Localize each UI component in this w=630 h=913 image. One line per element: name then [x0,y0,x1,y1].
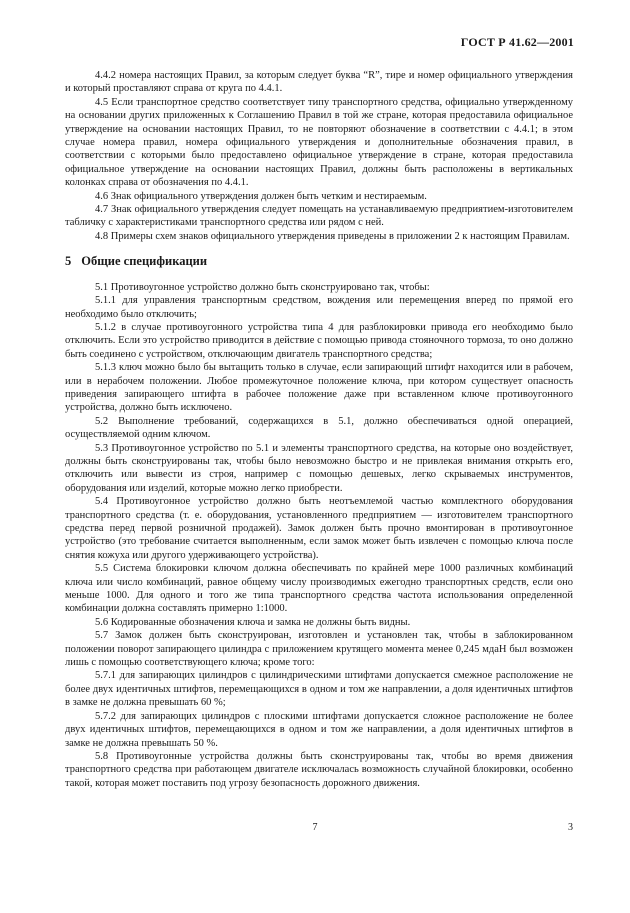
paragraph-5-3: 5.3 Противоугонное устройство по 5.1 и элементы транспортного средства, на которые оно воздействует, должны быть сконструированы так, чтобы было невозможно быстро и не привлекая внимания открыть его, отключить или вывести из строя, например с помощью дешевых, легко скрываемых инструментов, оборудования или изделий, которые можно легко приобрести. [65,442,573,494]
paragraph-4-4-2: 4.4.2 номера настоящих Правил, за которым следует буква “R”, тире и номер официального утверждения и который проставляют справа от круга по 4.4.1. [65,70,573,95]
paragraph-5-2: 5.2 Выполнение требований, содержащихся в 5.1, должно обеспечиваться одной операцией, осуществляемой одним ключом. [65,415,573,441]
paragraph-5-1: 5.1 Противоугонное устройство должно быть сконструировано так, чтобы: [95,281,430,293]
paragraph-5-7: 5.7 Замок должен быть сконструирован, изготовлен и установлен так, чтобы в заблокированном положении поворот запирающего цилиндра с приложением крутящего момента менее 0,245 мдаН был возможен лишь с помощью соответствующего ключа; кроме того: [65,630,573,669]
paragraph-5-7-2: 5.7.2 для запирающих цилиндров с плоскими штифтами допускается сложное расположение не более двух идентичных штифтов, перемещающихся в одном и том же направлении, а доля идентичных штифтов в замке не должна превышать 50 %. [65,710,573,749]
paragraph-4-5: 4.5 Если транспортное средство соответствует типу транспортного средства, официально утвержденному на основании других приложенных к Соглашению Правил в той же стране, которая предоставила официальное утверждение на основании настоящих Правил, то не повторяют обозначение в соответствии с 4.4.1; в этом случае номера правил, номера официального утверждения и дополнительные обозначения правил, в соответствии с которыми было предоставлено официальное утверждение в стране, которая предоставила официальное утверждение на основании настоящих Правил, должны быть расположены в вертикальных колонках справа от обозначения по 4.4.1. [65,96,573,189]
page-number-center: 7 [312,822,318,833]
paragraph-5-6: 5.6 Кодированные обозначения ключа и замка не должны быть видны. [95,616,411,628]
document-body [65,69,573,790]
paragraph-5-7-1: 5.7.1 для запирающих цилиндров с цилиндрическими штифтами допускается смежное расположение не более двух идентичных штифтов, перемещающихся в одном и том же направлении, а доля идентичных штифтов в замке не должна превышать 60 %; [65,670,573,709]
section-heading [65,255,573,268]
page-number-right: 3 [568,822,573,833]
paragraph-5-1-2: 5.1.2 в случае противоугонного устройства типа 4 для разблокировки привода его необходимо было отключить. Если это устройство приводится в действие с помощью привода стояночного тормоза, то оно должно быть соединено с устройством, отключающим двигатель транспортного средства; [65,321,573,360]
paragraph-5-8: 5.8 Противоугонные устройства должны быть сконструированы так, чтобы во время движения транспортного средства при работающем двигателе исключалась возможность случайной блокировки, особенно такой, которая может поставить под угрозу безопасность дорожного движения. [65,750,573,789]
paragraph-5-1-3: 5.1.3 ключ можно было бы вытащить только в случае, если запирающий штифт находится или в рабочем, или в нерабочем положении. Любое промежуточное положение ключа, при котором существует опасность приведения запирающего штифта в рабочее положение даже при вставленном ключе противоугонного устройства, должно быть исключено. [65,362,573,414]
paragraph-5-5: 5.5 Система блокировки ключом должна обеспечивать по крайней мере 1000 различных комбинаций ключа или число комбинаций, равное общему числу производимых ежегодно транспортных средств, если оно меньше 1000. Для одного и того же типа транспортного средства частота использования определенной комбинации должна составлять примерно 1:1000. [65,563,573,615]
paragraph-5-4: 5.4 Противоугонное устройство должно быть неотъемлемой частью комплектного оборудования транспортного средства (т. е. оборудования, установленного предприятием — изготовителем транспортного средства перед первой розничной продажей). Замок должен быть прочно вмонтирован в противоугонное устройство (это требование считается выполненным, если замок может быть извлечен с помощью ключа после снятия кожуха или другого удерживающего устройства). [65,496,573,561]
section-title: Общие спецификации [81,254,208,269]
paragraph-5-1-1: 5.1.1 для управления транспортным средством, вождения или перемещения вперед по прямой его необходимо было отключить; [65,295,573,320]
section-number: 5 [65,254,72,269]
paragraph-4-7: 4.7 Знак официального утверждения следует помещать на устанавливаемую предприятием-изготовителем табличку с характеристиками транспортного средства или рядом с ней. [65,204,573,229]
paragraph-4-8: 4.8 Примеры схем знаков официального утверждения приведены в приложении 2 к настоящим Правилам. [95,230,570,242]
paragraph-4-6: 4.6 Знак официального утверждения должен быть четким и нестираемым. [95,190,427,202]
document-header: ГОСТ Р 41.62—2001 [460,35,574,49]
